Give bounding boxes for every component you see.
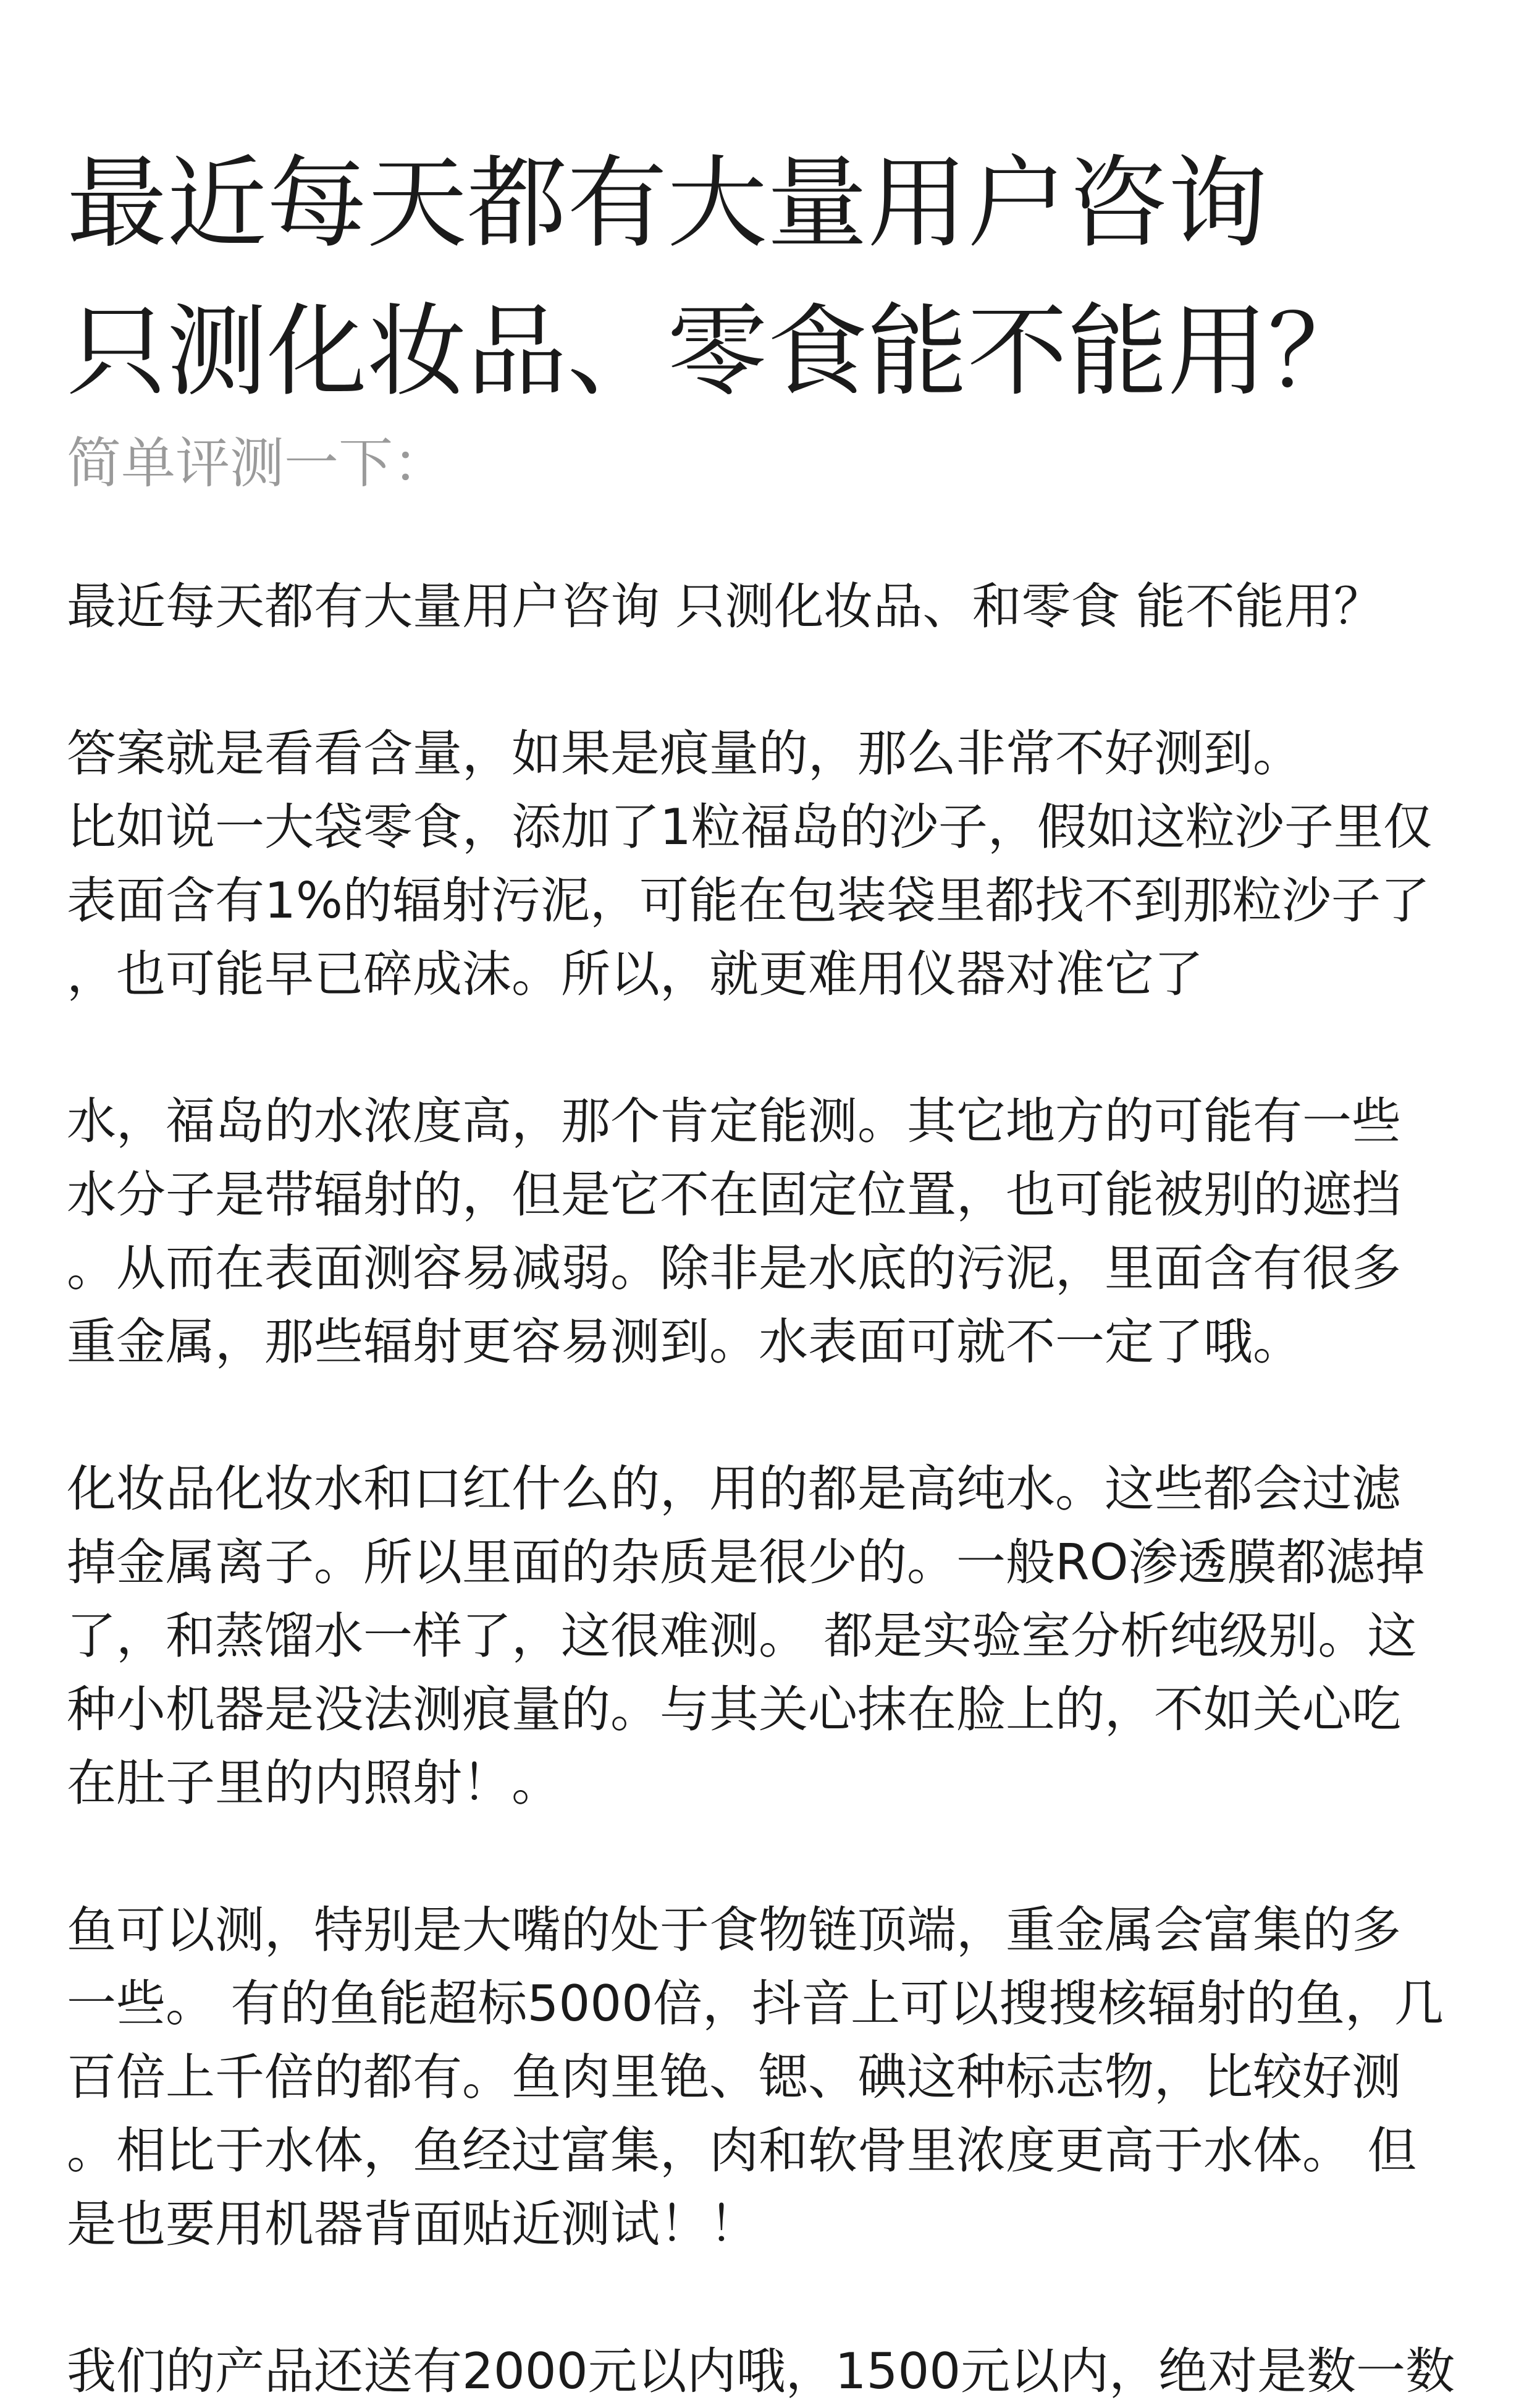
- article-body: [67, 570, 1458, 2408]
- text-line: 。从而在表面测容易减弱。除非是水底的污泥，里面含有很多: [67, 1240, 1401, 1297]
- paragraph-intro: [67, 570, 1458, 643]
- text-line: 水分子是带辐射的，但是它不在固定位置，也可能被别的遮挡: [67, 1166, 1401, 1223]
- text-line: 了，和蒸馏水一样了，这很难测。 都是实验室分析纯级别。这: [67, 1607, 1417, 1665]
- text-line: 一些。 有的鱼能超标5000倍，抖音上可以搜搜核辐射的鱼，几: [67, 1975, 1444, 2032]
- text-line: 比如说一大袋零食，添加了1粒福岛的沙子，假如这粒沙子里仅: [67, 798, 1433, 856]
- text-line: 掉金属离子。所以里面的杂质是很少的。一般RO渗透膜都滤掉: [67, 1534, 1425, 1591]
- text-line: 表面含有1%的辐射污泥，可能在包装袋里都找不到那粒沙子了: [67, 872, 1430, 929]
- title-line-1: 最近每天都有大量用户咨询: [67, 146, 1268, 262]
- text-line: 重金属，那些辐射更容易测到。水表面可就不一定了哦。: [67, 1313, 1302, 1371]
- article-title: [67, 130, 1458, 426]
- text-line: 种小机器是没法测痕量的。与其关心抹在脸上的，不如关心吃: [67, 1681, 1401, 1738]
- paragraph-snacks: [67, 717, 1458, 1011]
- text-line: 我们的产品还送有2000元以内哦，1500元以内，绝对是数一数: [67, 2343, 1455, 2400]
- text-line: 百倍上千倍的都有。鱼肉里铯、锶、碘这种标志物，比较好测: [67, 2048, 1401, 2106]
- text-line: 鱼可以测，特别是大嘴的处于食物链顶端，重金属会富集的多: [67, 1901, 1401, 1959]
- paragraph-product: [67, 2334, 1458, 2408]
- text-line: 化妆品化妆水和口红什么的，用的都是高纯水。这些都会过滤: [67, 1460, 1401, 1518]
- title-line-2: 只测化妆品、零食能不能用？: [67, 294, 1368, 410]
- text-line: 答案就是看看含量，如果是痕量的，那么非常不好测到。: [67, 725, 1302, 782]
- article-subtitle: 简单评测一下：: [67, 431, 448, 495]
- text-line: ，也可能早已碎成沫。所以，就更难用仪器对准它了: [67, 945, 1203, 1003]
- text-line: 最近每天都有大量用户咨询 只测化妆品、和零食 能不能用？: [67, 578, 1383, 635]
- text-line: 是也要用机器背面贴近测试！！: [67, 2195, 759, 2253]
- paragraph-fish: [67, 1893, 1458, 2261]
- text-line: 在肚子里的内照射！。: [67, 1754, 561, 1812]
- text-line: 水，福岛的水浓度高，那个肯定能测。其它地方的可能有一些: [67, 1092, 1401, 1150]
- text-line: 。相比于水体，鱼经过富集，肉和软骨里浓度更高于水体。 但: [67, 2122, 1417, 2179]
- paragraph-water: [67, 1084, 1458, 1379]
- paragraph-cosmetics: [67, 1452, 1458, 1820]
